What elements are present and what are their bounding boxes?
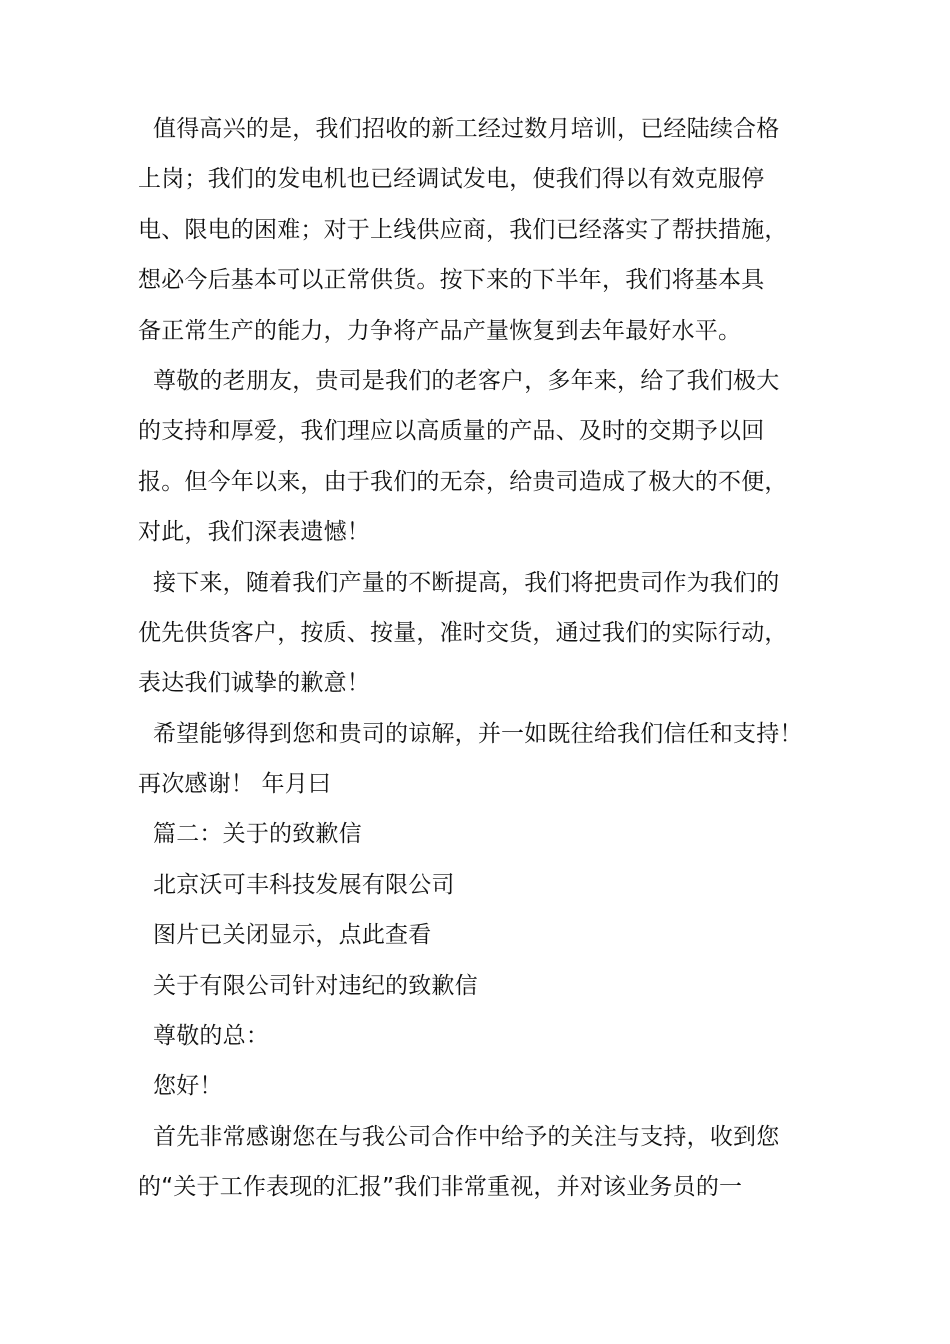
text-line: 希望能够得到您和贵司的谅解，并一如既往给我们信任和支持！	[138, 720, 803, 747]
text-line: 报。但今年以来，由于我们的无奈，给贵司造成了极大的不便，	[138, 468, 788, 495]
image-placeholder-text: 图片已关闭显示，点此查看	[138, 922, 432, 949]
text-line: 表达我们诚挚的歉意！	[138, 670, 370, 697]
letter-title: 关于有限公司针对违纪的致歉信	[138, 972, 478, 999]
section-heading: 篇二：关于的致歉信	[138, 821, 362, 848]
text-line: 备正常生产的能力，力争将产品产量恢复到去年最好水平。	[138, 317, 742, 344]
salutation: 尊敬的总：	[138, 1023, 270, 1050]
text-line: 的支持和厚爱，我们理应以高质量的产品、及时的交期予以回	[138, 418, 765, 445]
text-line: 尊敬的老朋友，贵司是我们的老客户，多年来，给了我们极大	[138, 367, 780, 394]
company-name: 北京沃可丰科技发展有限公司	[138, 871, 455, 898]
text-line: 电、限电的困难；对于上线供应商，我们已经落实了帮扶措施，	[138, 216, 788, 243]
text-line: 优先供货客户，按质、按量，准时交货，通过我们的实际行动，	[138, 619, 788, 646]
text-line: 上岗；我们的发电机也已经调试发电，使我们得以有效克服停	[138, 166, 765, 193]
text-line: 的“关于工作表现的汇报”我们非常重视，并对该业务员的一	[138, 1174, 743, 1201]
text-line: 想必今后基本可以正常供货。按下来的下半年，我们将基本具	[138, 267, 765, 294]
text-line: 对此，我们深表遗憾！	[138, 519, 370, 546]
greeting: 您好！	[138, 1073, 223, 1100]
text-line: 再次感谢！ 年月曰	[138, 771, 332, 798]
text-line: 首先非常感谢您在与我公司合作中给予的关注与支持，收到您	[138, 1123, 780, 1150]
text-line: 接下来，随着我们产量的不断提高，我们将把贵司作为我们的	[138, 569, 780, 596]
text-line: 值得高兴的是，我们招收的新工经过数月培训，已经陆续合格	[138, 116, 780, 142]
letter-body	[138, 104, 838, 1213]
